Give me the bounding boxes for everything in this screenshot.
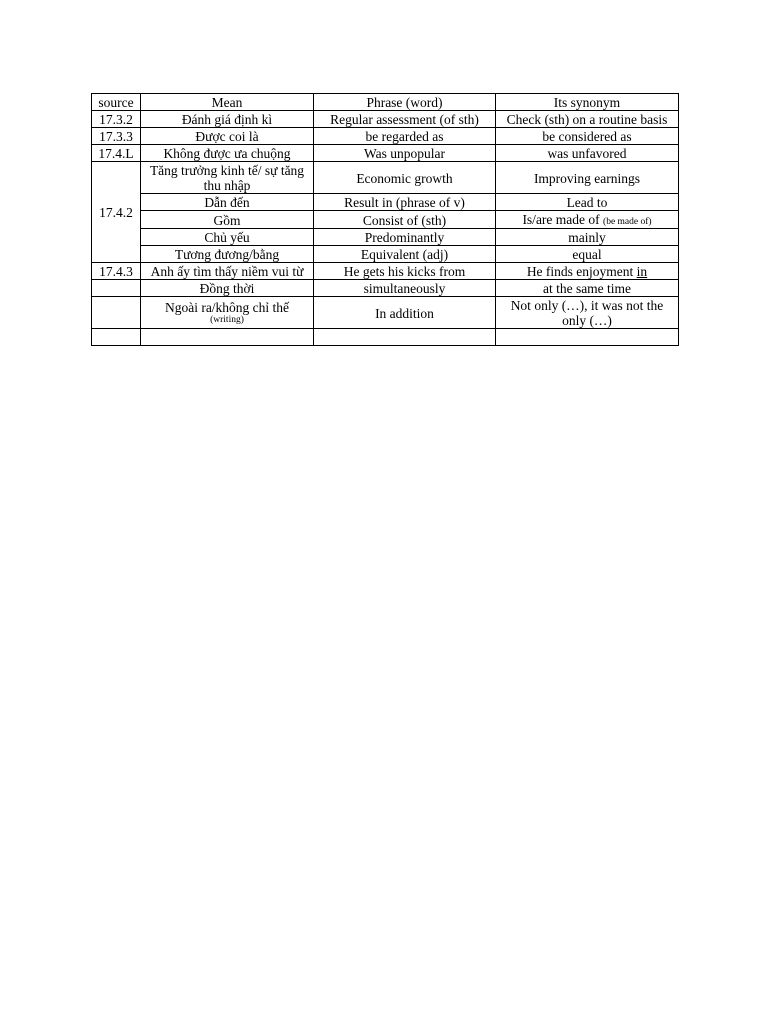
synonym-cell: Check (sth) on a routine basis	[496, 111, 679, 128]
mean-cell: Dẫn đến	[141, 194, 314, 211]
mean-cell: Được coi là	[141, 128, 314, 145]
mean-cell: Tăng trưởng kinh tế/ sự tăng thu nhập	[141, 162, 314, 194]
synonym-underlined: in	[636, 264, 648, 279]
synonym-cell: be considered as	[496, 128, 679, 145]
synonym-cell: was unfavored	[496, 145, 679, 162]
phrase-cell: Regular assessment (of sth)	[314, 111, 496, 128]
phrase-cell: Result in (phrase of v)	[314, 194, 496, 211]
source-cell: 17.4.L	[92, 145, 141, 162]
table-row	[92, 162, 679, 194]
mean-cell: Đánh giá định kì	[141, 111, 314, 128]
table-row	[92, 194, 679, 211]
synonym-text: He finds enjoyment	[526, 264, 634, 279]
phrase-cell: simultaneously	[314, 280, 496, 297]
mean-cell: Chủ yếu	[141, 229, 314, 246]
table-row-empty	[92, 329, 679, 346]
mean-note: (writing)	[210, 315, 244, 325]
source-cell	[92, 297, 141, 329]
phrase-cell: Equivalent (adj)	[314, 246, 496, 263]
source-cell	[92, 329, 141, 346]
header-synonym: Its synonym	[496, 94, 679, 111]
synonym-cell: at the same time	[496, 280, 679, 297]
mean-cell: Anh ấy tìm thấy niềm vui từ	[141, 263, 314, 280]
source-cell: 17.4.3	[92, 263, 141, 280]
header-mean: Mean	[141, 94, 314, 111]
table-row	[92, 128, 679, 145]
mean-cell: Gồm	[141, 211, 314, 229]
synonym-text: Is/are made of	[522, 212, 600, 227]
phrase-cell: Economic growth	[314, 162, 496, 194]
synonym-cell: Improving earnings	[496, 162, 679, 194]
phrase-cell: be regarded as	[314, 128, 496, 145]
phrase-cell: Was unpopular	[314, 145, 496, 162]
table-row	[92, 211, 679, 229]
header-row	[92, 94, 679, 111]
source-cell: 17.3.3	[92, 128, 141, 145]
synonym-cell: equal	[496, 246, 679, 263]
synonym-cell	[496, 263, 679, 280]
table-row	[92, 229, 679, 246]
source-cell: 17.3.2	[92, 111, 141, 128]
synonym-note: (be made of)	[603, 217, 652, 227]
table-row	[92, 145, 679, 162]
synonym-cell	[496, 329, 679, 346]
synonym-cell: Lead to	[496, 194, 679, 211]
phrase-cell: Predominantly	[314, 229, 496, 246]
phrase-cell: He gets his kicks from	[314, 263, 496, 280]
synonym-cell	[496, 211, 679, 229]
synonym-cell: Not only (…), it was not the only (…)	[496, 297, 679, 329]
phrase-cell: In addition	[314, 297, 496, 329]
table-row	[92, 111, 679, 128]
mean-cell: Đồng thời	[141, 280, 314, 297]
header-source: source	[92, 94, 141, 111]
vocabulary-table	[91, 93, 679, 346]
table-row	[92, 263, 679, 280]
table-row	[92, 297, 679, 329]
source-cell	[92, 280, 141, 297]
synonym-cell: mainly	[496, 229, 679, 246]
header-phrase: Phrase (word)	[314, 94, 496, 111]
table-row	[92, 280, 679, 297]
phrase-cell: Consist of (sth)	[314, 211, 496, 229]
table-row	[92, 246, 679, 263]
source-cell: 17.4.2	[92, 162, 141, 263]
phrase-cell	[314, 329, 496, 346]
mean-cell	[141, 297, 314, 329]
mean-cell: Không được ưa chuộng	[141, 145, 314, 162]
mean-cell: Tương đương/bằng	[141, 246, 314, 263]
mean-cell	[141, 329, 314, 346]
mean-text: Ngoài ra/không chỉ thế	[164, 300, 290, 315]
